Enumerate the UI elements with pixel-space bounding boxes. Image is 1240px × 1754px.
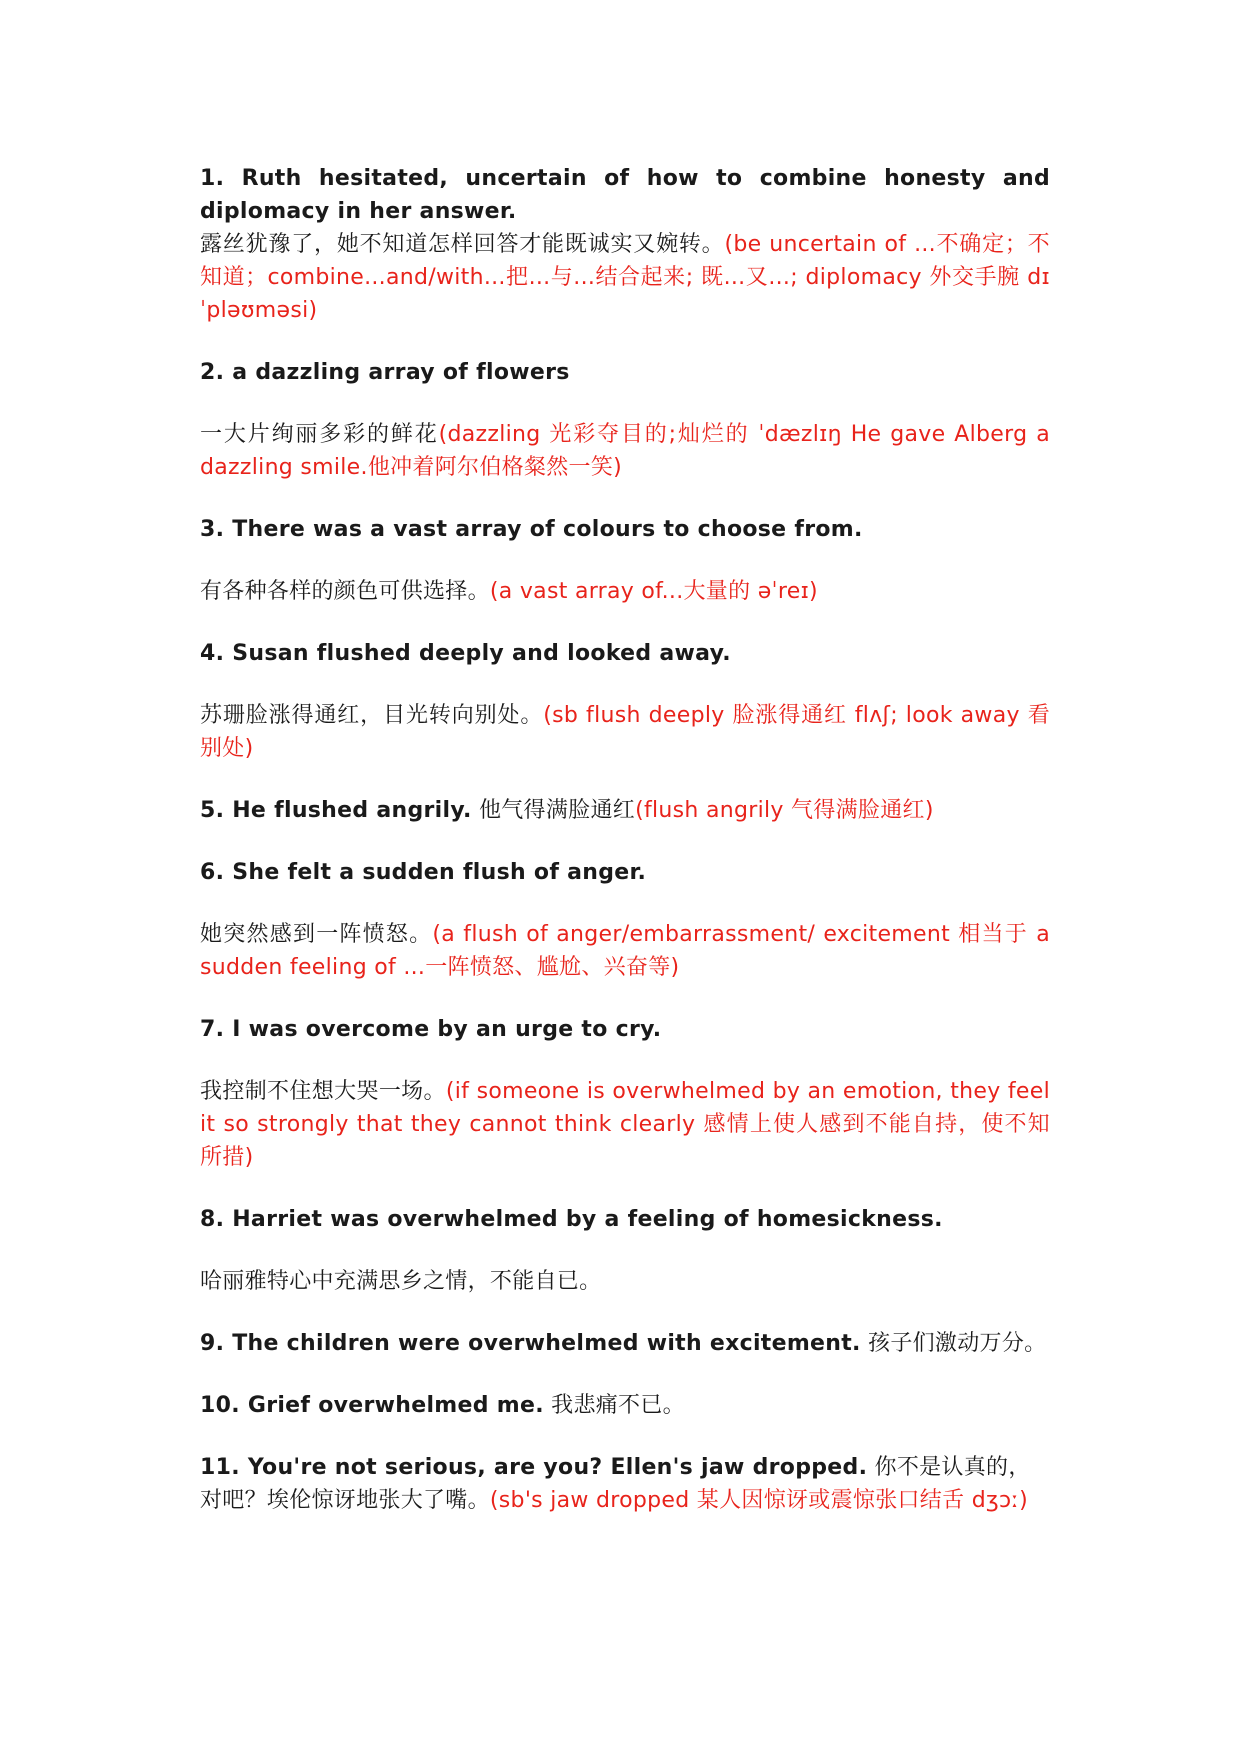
chinese-translation: 露丝犹豫了，她不知道怎样回答才能既诚实又婉转。	[200, 232, 725, 257]
vocabulary-note: (a flush of anger/embarrassment/ excitement 相当于 a sudden feeling of ...一阵愤怒、尴尬、兴奋等)	[200, 922, 1050, 980]
entry-7-sentence	[200, 1013, 1050, 1046]
vocabulary-note: (sb flush deeply 脸涨得通红 flʌʃ; look away 看别处)	[200, 703, 1050, 761]
english-sentence: 2. a dazzling array of flowers	[200, 360, 570, 385]
chinese-translation: 有各种各样的颜色可供选择。	[200, 579, 490, 604]
vocabulary-note: (be uncertain of ...不确定；不知道；combine...and/with...把...与...结合起来; 既...又...; diplomacy 外交手腕 dɪˈpləʊməsi)	[200, 232, 1050, 323]
entry-10	[200, 1389, 1050, 1422]
english-sentence: 8. Harriet was overwhelmed by a feeling of homesickness.	[200, 1207, 943, 1232]
chinese-translation: 他气得满脸通红	[478, 798, 636, 823]
entry-2-sentence	[200, 356, 1050, 389]
chinese-translation: 我控制不住想大哭一场。	[200, 1079, 446, 1104]
english-sentence: 1. Ruth hesitated, uncertain of how to combine honesty and diplomacy in her answer.	[200, 166, 1050, 224]
english-sentence: 5. He flushed angrily.	[200, 798, 472, 823]
entry-4-translation	[200, 699, 1050, 765]
vocabulary-note: (flush angrily 气得满脸通红)	[635, 798, 934, 823]
entry-6-sentence	[200, 856, 1050, 889]
chinese-translation: 我悲痛不已。	[551, 1393, 685, 1418]
entry-8-translation	[200, 1265, 1050, 1298]
english-sentence: 11. You're not serious, are you? Ellen's jaw dropped.	[200, 1455, 868, 1480]
vocabulary-note: (sb's jaw dropped 某人因惊讶或震惊张口结舌 dʒɔː)	[489, 1488, 1028, 1513]
english-sentence: 9. The children were overwhelmed with excitement.	[200, 1331, 861, 1356]
entry-3-translation	[200, 575, 1050, 608]
entry-2-translation	[200, 418, 1050, 484]
document-body	[200, 162, 1050, 1546]
english-sentence: 7. I was overcome by an urge to cry.	[200, 1017, 662, 1042]
chinese-translation: 你不是认真的，对吧？埃伦惊讶地张大了嘴。	[200, 1455, 1031, 1513]
entry-9	[200, 1327, 1050, 1360]
vocabulary-note: (a vast array of...大量的 əˈreɪ)	[489, 579, 818, 604]
vocabulary-note: (if someone is overwhelmed by an emotion, they feel it so strongly that they cannot think clearly 感情上使人感到不能自持，使不知所措)	[200, 1079, 1050, 1170]
english-sentence: 4. Susan flushed deeply and looked away.	[200, 641, 731, 666]
chinese-translation: 苏珊脸涨得通红，目光转向别处。	[200, 703, 544, 728]
entry-7-translation	[200, 1075, 1050, 1174]
chinese-translation: 哈丽雅特心中充满思乡之情，不能自已。	[200, 1269, 602, 1294]
entry-3-sentence	[200, 513, 1050, 546]
entry-4-sentence	[200, 637, 1050, 670]
entry-6-translation	[200, 918, 1050, 984]
chinese-translation: 她突然感到一阵愤怒。	[200, 922, 433, 947]
entry-1	[200, 162, 1050, 327]
chinese-translation: 一大片绚丽多彩的鲜花	[200, 422, 439, 447]
entry-11	[200, 1451, 1050, 1517]
chinese-translation: 孩子们激动万分。	[868, 1331, 1047, 1356]
english-sentence: 3. There was a vast array of colours to choose from.	[200, 517, 863, 542]
english-sentence: 6. She felt a sudden flush of anger.	[200, 860, 647, 885]
english-sentence: 10. Grief overwhelmed me.	[200, 1393, 544, 1418]
entry-5	[200, 794, 1050, 827]
vocabulary-note: (dazzling 光彩夺目的;灿烂的 ˈdæzlɪŋ He gave Alberg a dazzling smile.他冲着阿尔伯格粲然一笑)	[200, 422, 1050, 480]
entry-8-sentence	[200, 1203, 1050, 1236]
